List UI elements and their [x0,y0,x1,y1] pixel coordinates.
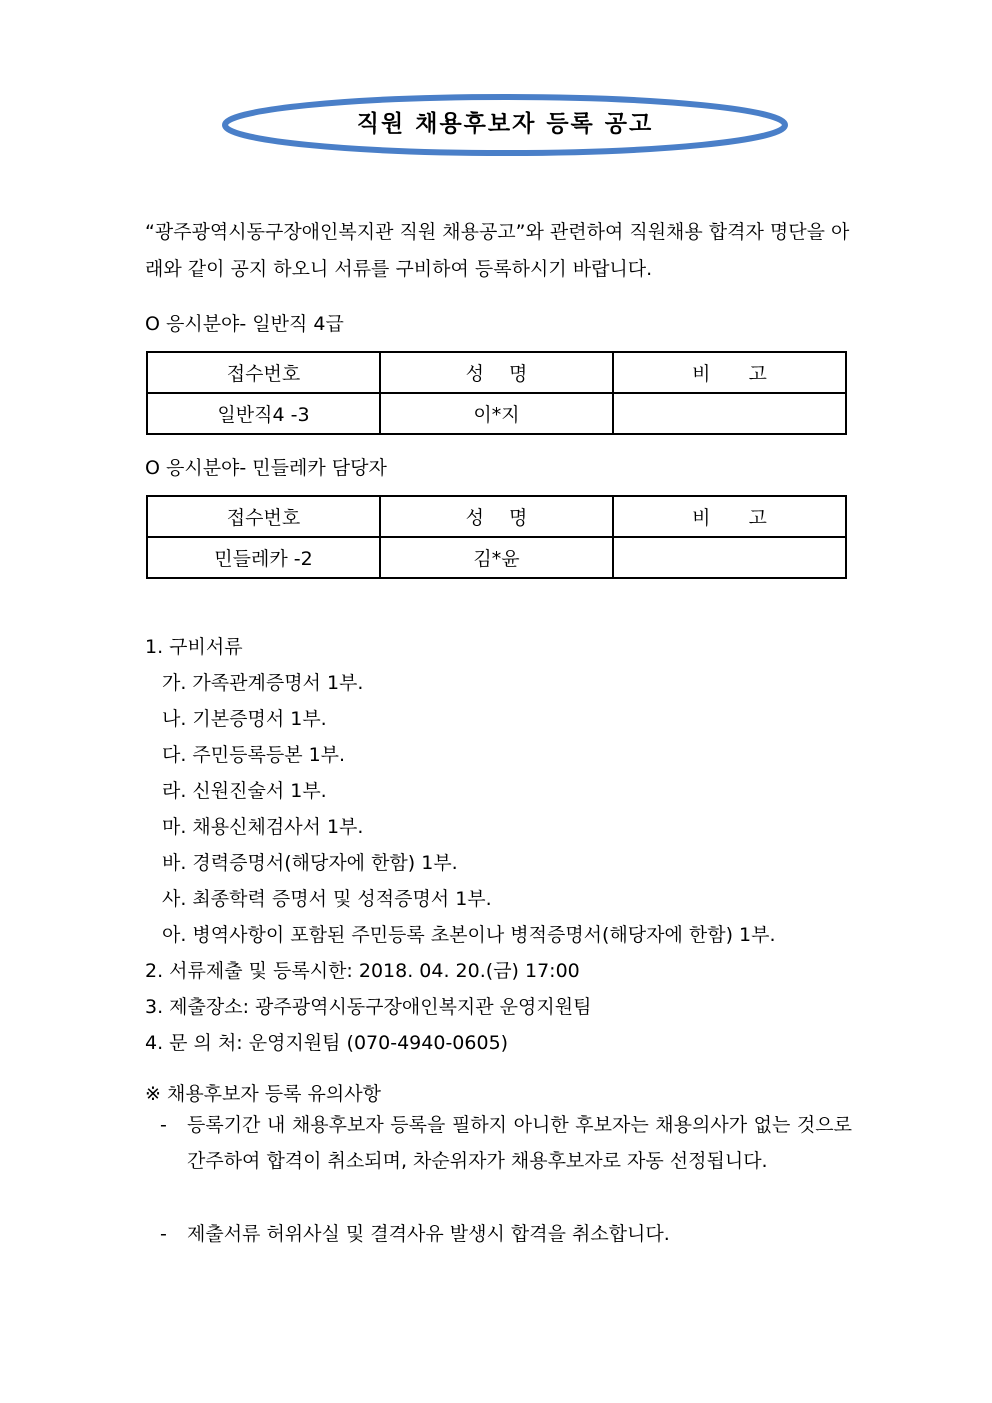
list-item: 아. 병역사항이 포함된 주민등록 초본이나 병적증명서(해당자에 한함) 1부. [162,924,776,946]
title-banner [220,92,790,158]
section1-heading: O 응시분야- 일반직 4급 [145,313,344,335]
notice-item: 제출서류 허위사실 및 결격사유 발생시 합격을 취소합니다. [187,1223,670,1245]
table-header-row [147,352,846,393]
bullet-dash: - [160,1114,167,1136]
header-cell-remark: 비 고 [613,496,846,537]
list-item: 나. 기본증명서 1부. [162,708,327,730]
header-cell-name: 성 명 [380,352,613,393]
header-cell-number: 접수번호 [147,352,380,393]
cell-number: 일반직4 -3 [147,393,380,434]
contact-line: 4. 문 의 처: 운영지원팀 (070-4940-0605) [145,1032,509,1054]
table-row [147,537,846,578]
section2-table [146,495,847,579]
list-item: 바. 경력증명서(해당자에 한함) 1부. [162,852,458,874]
deadline-line: 2. 서류제출 및 등록시한: 2018. 04. 20.(금) 17:00 [145,960,580,982]
notice-item: 등록기간 내 채용후보자 등록을 필하지 아니한 후보자는 채용의사가 없는 것으로 간주하여 합격이 취소되며, 차순위자가 채용후보자로 자동 선정됩니다. [187,1114,852,1172]
list-item: 가. 가족관계증명서 1부. [162,672,364,694]
section1-table [146,351,847,435]
intro-paragraph: “광주광역시동구장애인복지관 직원 채용공고”와 관련하여 직원채용 합격자 명단을 아래와 같이 공지 하오니 서류를 구비하여 등록하시기 바랍니다. [145,221,850,280]
bullet-dash: - [160,1223,167,1245]
list-item: 라. 신원진술서 1부. [162,780,327,802]
list-item: 사. 최종학력 증명서 및 성적증명서 1부. [162,888,492,910]
cell-number: 민들레카 -2 [147,537,380,578]
documents-heading: 1. 구비서류 [145,636,243,658]
header-cell-number: 접수번호 [147,496,380,537]
section2-heading: O 응시분야- 민들레카 담당자 [145,457,387,479]
header-cell-name: 성 명 [380,496,613,537]
list-item: 다. 주민등록등본 1부. [162,744,346,766]
list-item: 마. 채용신체검사서 1부. [162,816,364,838]
cell-remark [613,537,846,578]
table-row [147,393,846,434]
page-title: 직원 채용후보자 등록 공고 [356,111,654,137]
place-line: 3. 제출장소: 광주광역시동구장애인복지관 운영지원팀 [145,996,592,1018]
table-header-row [147,496,846,537]
cell-name: 이*지 [380,393,613,434]
cell-remark [613,393,846,434]
cell-name: 김*윤 [380,537,613,578]
notice-heading: ※ 채용후보자 등록 유의사항 [145,1083,381,1105]
header-cell-remark: 비 고 [613,352,846,393]
